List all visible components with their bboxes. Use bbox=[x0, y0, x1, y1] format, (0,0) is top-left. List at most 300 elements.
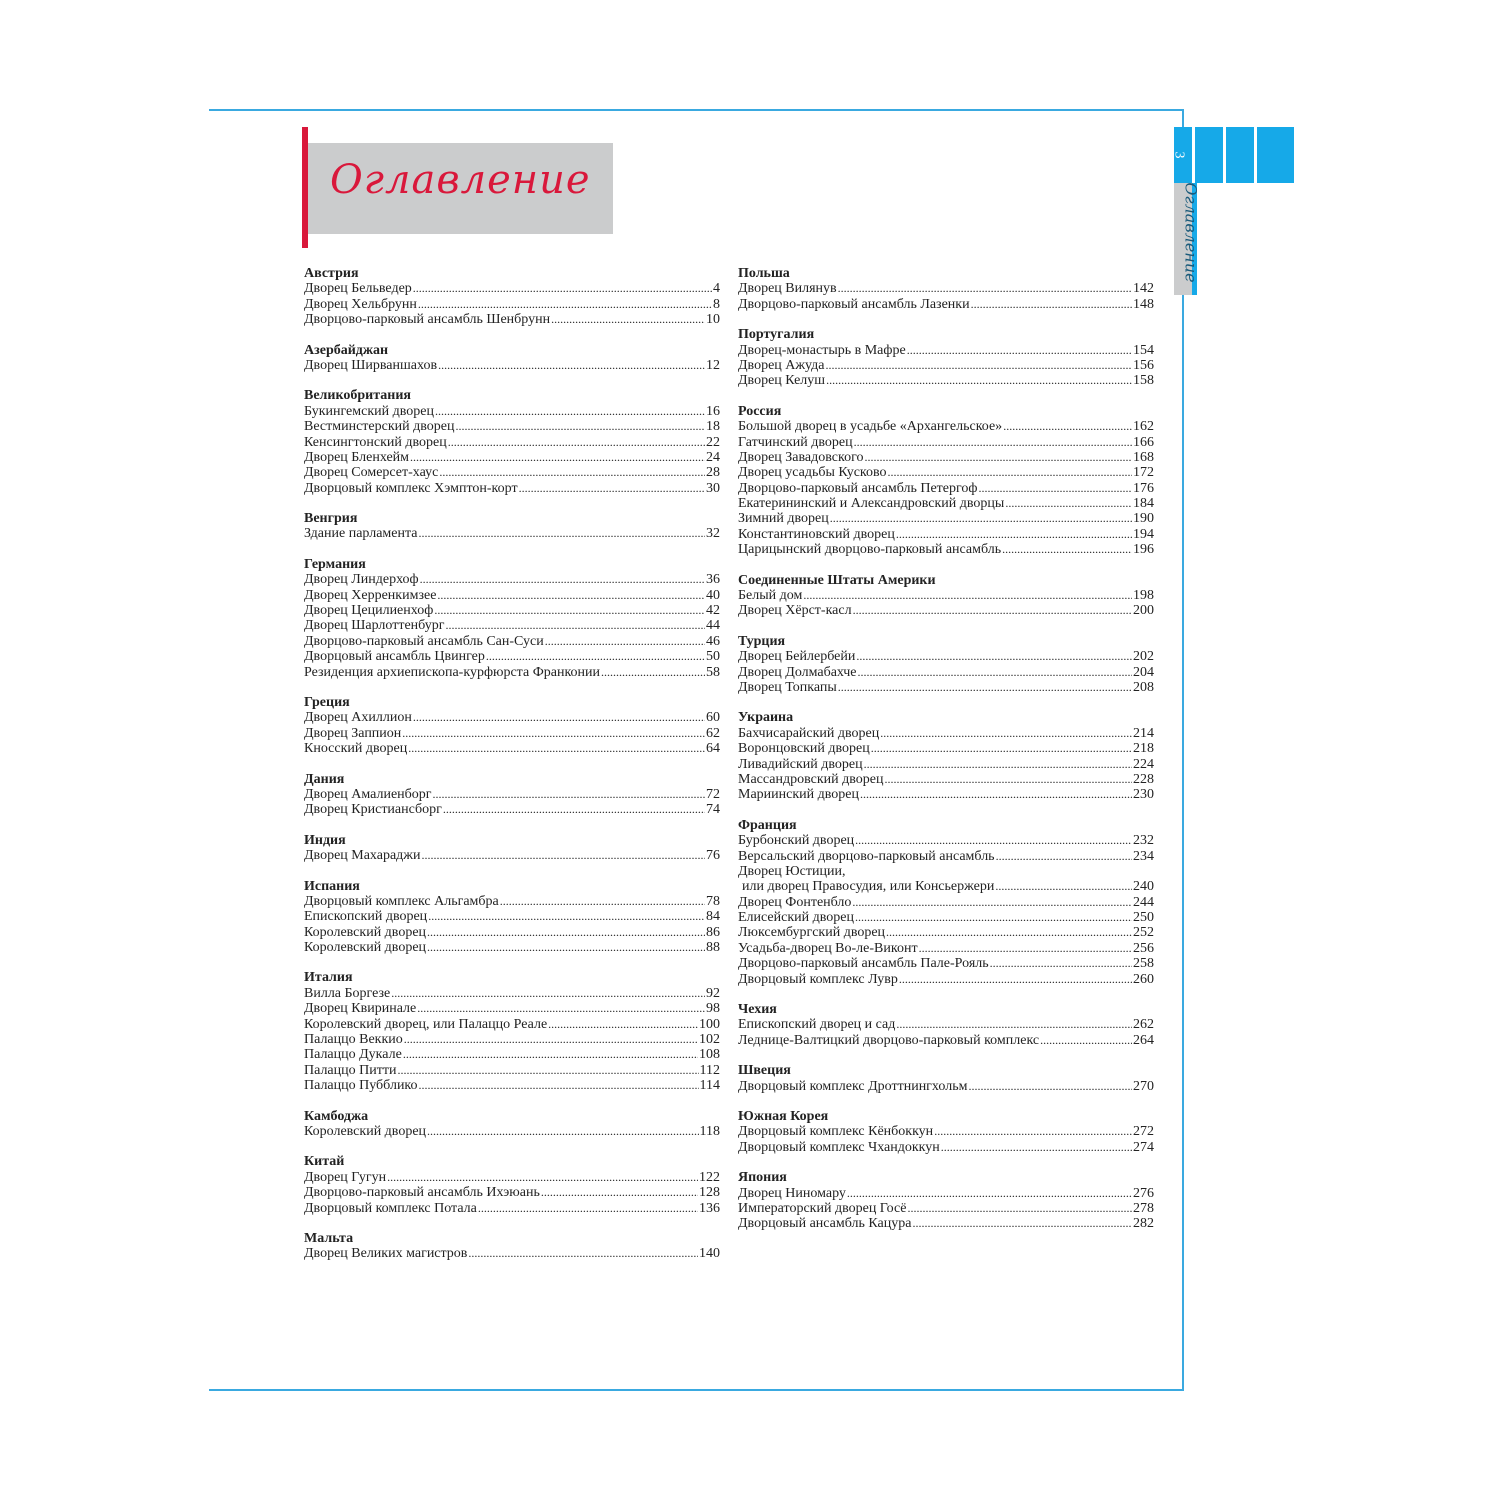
country-heading: Россия bbox=[738, 403, 782, 419]
toc-entry-name: Мариинский дворец bbox=[738, 787, 859, 803]
dot-leader bbox=[995, 879, 1132, 894]
toc-entry-name: Королевский дворец bbox=[304, 940, 427, 956]
toc-entry-name: Дворцовый ансамбль Цвингер bbox=[304, 649, 485, 665]
dot-leader bbox=[541, 1185, 698, 1200]
toc-entry-name: Королевский дворец bbox=[304, 1123, 427, 1139]
toc-entry-page: 4 bbox=[713, 281, 720, 297]
dot-leader bbox=[971, 297, 1132, 312]
side-label-strip bbox=[1174, 182, 1201, 295]
toc-entry-page: 204 bbox=[1133, 664, 1154, 680]
toc-section bbox=[304, 343, 720, 374]
toc-entry-name: Дворец Вилянув bbox=[738, 281, 837, 297]
dot-leader bbox=[446, 618, 706, 633]
chapter-tab bbox=[1195, 127, 1223, 183]
toc-section bbox=[304, 557, 720, 680]
toc-entry[interactable] bbox=[304, 710, 720, 725]
toc-entry[interactable] bbox=[304, 986, 720, 1001]
toc-entry-name: Дворцовый ансамбль Кацура bbox=[738, 1216, 912, 1232]
dot-leader bbox=[884, 772, 1132, 787]
dot-leader bbox=[907, 1201, 1132, 1216]
dot-leader bbox=[1040, 1033, 1132, 1048]
toc-entry-page: 158 bbox=[1133, 373, 1154, 389]
toc-entry[interactable] bbox=[738, 527, 1154, 542]
dot-leader bbox=[978, 481, 1132, 496]
toc-entry-page: 154 bbox=[1133, 342, 1154, 358]
dot-leader bbox=[427, 940, 705, 955]
toc-entry-page: 234 bbox=[1133, 848, 1154, 864]
toc-entry[interactable] bbox=[304, 726, 720, 741]
dot-leader bbox=[427, 925, 705, 940]
toc-entry-name: Дворец Линдерхоф bbox=[304, 572, 419, 588]
dot-leader bbox=[968, 1079, 1132, 1094]
dot-leader bbox=[912, 1216, 1132, 1231]
toc-column-right bbox=[738, 266, 1154, 1247]
toc-entry[interactable] bbox=[304, 435, 720, 450]
toc-entry-page: 260 bbox=[1133, 971, 1154, 987]
toc-entry[interactable] bbox=[738, 895, 1154, 910]
chapter-tab bbox=[1226, 127, 1254, 183]
toc-entry[interactable] bbox=[738, 373, 1154, 388]
toc-entry-page: 88 bbox=[706, 940, 720, 956]
toc-section bbox=[738, 634, 1154, 696]
dot-leader bbox=[408, 741, 705, 756]
toc-section bbox=[738, 818, 1154, 987]
toc-entry[interactable] bbox=[304, 297, 720, 312]
toc-entry[interactable] bbox=[304, 848, 720, 863]
toc-entry-page: 92 bbox=[706, 985, 720, 1001]
toc-entry-name: Дворцово-парковый ансамбль Петергоф bbox=[738, 480, 978, 496]
dot-leader bbox=[858, 665, 1133, 680]
toc-entry-page: 264 bbox=[1133, 1032, 1154, 1048]
toc-entry[interactable] bbox=[738, 925, 1154, 940]
toc-entry[interactable] bbox=[738, 588, 1154, 603]
toc-entry-name: Дворец Ажуда bbox=[738, 357, 825, 373]
dot-leader bbox=[410, 450, 705, 465]
toc-entry-name: Дворец Херренкимзее bbox=[304, 587, 437, 603]
toc-entry-name: Леднице-Валтицкий дворцово-парковый комплекс bbox=[738, 1032, 1040, 1048]
toc-entry-page: 72 bbox=[706, 786, 720, 802]
toc-entry-name: Дворцовый комплекс Альгамбра bbox=[304, 893, 499, 909]
toc-entry[interactable] bbox=[738, 787, 1154, 802]
toc-entry[interactable] bbox=[738, 465, 1154, 480]
toc-entry-page: 86 bbox=[706, 924, 720, 940]
toc-entry-page: 200 bbox=[1133, 603, 1154, 619]
toc-entry-name: Епископский дворец bbox=[304, 909, 428, 925]
toc-entry-name: Константиновский дворец bbox=[738, 526, 895, 542]
toc-entry[interactable] bbox=[738, 665, 1154, 680]
toc-entry-name: Дворцово-парковый ансамбль Шенбрунн bbox=[304, 312, 551, 328]
country-heading: Мальта bbox=[304, 1230, 354, 1246]
dot-leader bbox=[417, 1001, 705, 1016]
toc-entry[interactable] bbox=[738, 603, 1154, 618]
toc-entry-page: 214 bbox=[1133, 725, 1154, 741]
dot-leader bbox=[428, 909, 705, 924]
toc-section bbox=[738, 1002, 1154, 1048]
toc-entry[interactable] bbox=[738, 496, 1154, 511]
toc-entry-page: 172 bbox=[1133, 465, 1154, 481]
toc-entry-page: 176 bbox=[1133, 480, 1154, 496]
toc-entry[interactable] bbox=[738, 435, 1154, 450]
dot-leader bbox=[402, 726, 705, 741]
dot-leader bbox=[419, 526, 706, 541]
toc-entry-page: 256 bbox=[1133, 940, 1154, 956]
toc-entry[interactable] bbox=[738, 511, 1154, 526]
dot-leader bbox=[413, 281, 712, 296]
toc-entry[interactable] bbox=[304, 1124, 720, 1139]
toc-entry-page: 244 bbox=[1133, 894, 1154, 910]
toc-entry[interactable] bbox=[304, 1246, 720, 1261]
toc-entry-name: Дворцово-парковый ансамбль Лазенки bbox=[738, 296, 970, 312]
toc-entry-name: Дворец Гугун bbox=[304, 1169, 387, 1185]
toc-entry-page: 28 bbox=[706, 465, 720, 481]
dot-leader bbox=[852, 895, 1132, 910]
dot-leader bbox=[519, 481, 705, 496]
toc-entry-page: 194 bbox=[1133, 526, 1154, 542]
toc-entry-page: 44 bbox=[706, 618, 720, 634]
toc-entry-name: Дворцовый комплекс Кёнбоккун bbox=[738, 1124, 934, 1140]
toc-section bbox=[304, 1154, 720, 1216]
toc-entry-page: 136 bbox=[699, 1200, 720, 1216]
toc-entry-page: 240 bbox=[1133, 879, 1154, 895]
country-heading: Индия bbox=[304, 832, 346, 848]
toc-entry-name: Дворцовый комплекс Потала bbox=[304, 1200, 477, 1216]
toc-entry[interactable] bbox=[304, 909, 720, 924]
toc-entry-page: 162 bbox=[1133, 419, 1154, 435]
country-heading: Китай bbox=[304, 1154, 345, 1170]
toc-entry-page: 50 bbox=[706, 649, 720, 665]
dot-leader bbox=[990, 956, 1132, 971]
toc-entry-name: Букингемский дворец bbox=[304, 403, 434, 419]
toc-entry[interactable] bbox=[738, 542, 1154, 557]
toc-entry[interactable] bbox=[738, 649, 1154, 664]
dot-leader bbox=[404, 1032, 698, 1047]
dot-leader bbox=[896, 527, 1132, 542]
toc-entry-page: 270 bbox=[1133, 1078, 1154, 1094]
toc-entry[interactable] bbox=[738, 941, 1154, 956]
toc-entry-page: 140 bbox=[699, 1246, 720, 1262]
toc-entry-name: Дворец Келуш bbox=[738, 373, 826, 389]
toc-entry[interactable] bbox=[738, 1033, 1154, 1048]
toc-entry[interactable] bbox=[304, 603, 720, 618]
toc-entry-name: Палаццо Веккио bbox=[304, 1032, 403, 1048]
toc-entry[interactable] bbox=[738, 481, 1154, 496]
toc-entry[interactable] bbox=[738, 281, 1154, 296]
toc-entry[interactable] bbox=[304, 665, 720, 680]
toc-entry[interactable] bbox=[304, 572, 720, 587]
toc-entry-page: 168 bbox=[1133, 449, 1154, 465]
toc-entry-page: 274 bbox=[1133, 1139, 1154, 1155]
country-heading: Великобритания bbox=[304, 388, 411, 404]
toc-entry[interactable] bbox=[738, 772, 1154, 787]
toc-section bbox=[738, 710, 1154, 802]
dot-leader bbox=[448, 435, 705, 450]
toc-entry-name: Зимний дворец bbox=[738, 511, 829, 527]
dot-leader bbox=[427, 1124, 698, 1139]
country-heading: Испания bbox=[304, 878, 360, 894]
country-heading: Камбоджа bbox=[304, 1108, 369, 1124]
toc-entry-name: Дворцовый комплекс Хэмптон-корт bbox=[304, 480, 518, 496]
dot-leader bbox=[864, 757, 1132, 772]
toc-entry[interactable] bbox=[738, 343, 1154, 358]
dot-leader bbox=[826, 373, 1132, 388]
toc-entry[interactable] bbox=[304, 634, 720, 649]
toc-entry-name: Королевский дворец bbox=[304, 924, 427, 940]
toc-entry[interactable] bbox=[304, 1001, 720, 1016]
dot-leader bbox=[838, 680, 1132, 695]
toc-entry[interactable] bbox=[304, 802, 720, 817]
toc-entry[interactable] bbox=[304, 1170, 720, 1185]
toc-entry[interactable] bbox=[304, 281, 720, 296]
toc-entry-page: 8 bbox=[713, 296, 720, 312]
toc-entry-page: 22 bbox=[706, 434, 720, 450]
side-label: Оглавление bbox=[1181, 182, 1201, 283]
toc-entry-page: 262 bbox=[1133, 1017, 1154, 1033]
toc-entry[interactable] bbox=[304, 450, 720, 465]
toc-entry[interactable] bbox=[304, 925, 720, 940]
dot-leader bbox=[934, 1124, 1132, 1139]
toc-entry[interactable] bbox=[304, 741, 720, 756]
toc-entry[interactable] bbox=[738, 879, 1154, 894]
toc-entry-page: 250 bbox=[1133, 910, 1154, 926]
toc-entry[interactable] bbox=[738, 849, 1154, 864]
toc-section bbox=[738, 1109, 1154, 1155]
dot-leader bbox=[413, 710, 705, 725]
toc-entry[interactable] bbox=[304, 588, 720, 603]
toc-entry-page: 102 bbox=[699, 1032, 720, 1048]
toc-entry-page: 108 bbox=[699, 1047, 720, 1063]
toc-section bbox=[304, 833, 720, 864]
toc-entry[interactable] bbox=[738, 1124, 1154, 1139]
toc-entry-name: Ливадийский дворец bbox=[738, 756, 863, 772]
toc-entry[interactable] bbox=[738, 1140, 1154, 1155]
toc-entry-name: Дворец Ширваншахов bbox=[304, 357, 438, 373]
toc-entry[interactable] bbox=[304, 312, 720, 327]
toc-entry-name: Королевский дворец, или Палаццо Реале bbox=[304, 1016, 548, 1032]
toc-entry[interactable] bbox=[304, 481, 720, 496]
toc-entry-page: 78 bbox=[706, 893, 720, 909]
toc-entry-page: 166 bbox=[1133, 434, 1154, 450]
toc-entry[interactable] bbox=[304, 526, 720, 541]
toc-entry[interactable] bbox=[304, 1047, 720, 1062]
toc-entry-page: 282 bbox=[1133, 1216, 1154, 1232]
dot-leader bbox=[830, 511, 1132, 526]
toc-entry-name: Дворцовый комплекс Лувр bbox=[738, 971, 898, 987]
page-frame-top bbox=[209, 109, 1184, 111]
toc-entry-name: Дворец Долмабахче bbox=[738, 664, 857, 680]
dot-leader bbox=[865, 450, 1133, 465]
toc-entry[interactable] bbox=[738, 972, 1154, 987]
dot-leader bbox=[403, 1047, 698, 1062]
dot-leader bbox=[996, 849, 1132, 864]
toc-entry-name: Дворец-монастырь в Мафре bbox=[738, 342, 906, 358]
toc-entry[interactable] bbox=[304, 618, 720, 633]
toc-entry-page: 184 bbox=[1133, 496, 1154, 512]
toc-entry-name: Гатчинский дворец bbox=[738, 434, 853, 450]
dot-leader bbox=[1003, 419, 1132, 434]
toc-entry[interactable] bbox=[738, 450, 1154, 465]
toc-entry[interactable] bbox=[304, 465, 720, 480]
dot-leader bbox=[435, 404, 705, 419]
toc-entry-page: 148 bbox=[1133, 296, 1154, 312]
dot-leader bbox=[420, 572, 705, 587]
toc-entry[interactable] bbox=[738, 1079, 1154, 1094]
toc-entry-name: Дворец Сомерсет-хаус bbox=[304, 465, 439, 481]
country-heading: Япония bbox=[738, 1170, 787, 1186]
toc-entry[interactable] bbox=[304, 787, 720, 802]
toc-entry[interactable] bbox=[304, 894, 720, 909]
toc-entry-page: 16 bbox=[706, 403, 720, 419]
dot-leader bbox=[1005, 496, 1132, 511]
toc-entry-page: 76 bbox=[706, 848, 720, 864]
toc-entry[interactable] bbox=[738, 1201, 1154, 1216]
toc-entry-page: 32 bbox=[706, 526, 720, 542]
dot-leader bbox=[1002, 542, 1132, 557]
toc-entry[interactable] bbox=[738, 833, 1154, 848]
country-heading: Венгрия bbox=[304, 511, 358, 527]
chapter-tab-current bbox=[1171, 127, 1192, 183]
toc-entry-name: Кносский дворец bbox=[304, 741, 408, 757]
toc-section bbox=[304, 511, 720, 542]
toc-entry-name: Дворец Цецилиенхоф bbox=[304, 603, 434, 619]
toc-entry[interactable] bbox=[304, 649, 720, 664]
dot-leader bbox=[886, 925, 1132, 940]
country-heading: Италия bbox=[304, 970, 353, 986]
toc-entry-page: 24 bbox=[706, 449, 720, 465]
dot-leader bbox=[941, 1140, 1132, 1155]
country-heading: Турция bbox=[738, 633, 786, 649]
toc-entry-name: Дворцовый комплекс Чхандоккун bbox=[738, 1139, 940, 1155]
toc-entry-name: Дворец Фонтенбло bbox=[738, 894, 852, 910]
toc-entry[interactable] bbox=[738, 741, 1154, 756]
dot-leader bbox=[847, 1186, 1132, 1201]
country-heading: Франция bbox=[738, 817, 797, 833]
country-heading: Швеция bbox=[738, 1063, 791, 1079]
dot-leader bbox=[455, 419, 705, 434]
toc-entry-page: 190 bbox=[1133, 511, 1154, 527]
toc-entry-name: Версальский дворцово-парковый ансамбль bbox=[738, 848, 995, 864]
toc-entry[interactable] bbox=[304, 1078, 720, 1093]
toc-entry-page: 42 bbox=[706, 603, 720, 619]
toc-entry[interactable] bbox=[304, 1185, 720, 1200]
toc-section bbox=[304, 879, 720, 956]
dot-leader bbox=[888, 465, 1132, 480]
toc-entry[interactable] bbox=[738, 956, 1154, 971]
toc-entry[interactable] bbox=[304, 1201, 720, 1216]
country-heading: Германия bbox=[304, 556, 366, 572]
toc-entry-name: Екатерининский и Александровский дворцы bbox=[738, 496, 1005, 512]
toc-entry-name: Здание парламента bbox=[304, 526, 418, 542]
toc-entry[interactable] bbox=[304, 404, 720, 419]
toc-entry[interactable] bbox=[738, 757, 1154, 772]
dot-leader bbox=[919, 941, 1132, 956]
dot-leader bbox=[860, 787, 1132, 802]
toc-entry[interactable] bbox=[738, 358, 1154, 373]
toc-section bbox=[738, 573, 1154, 619]
toc-entry-name: Дворец Завадовского bbox=[738, 449, 864, 465]
dot-leader bbox=[468, 1246, 698, 1261]
dot-leader bbox=[397, 1063, 698, 1078]
toc-entry-page: 142 bbox=[1133, 281, 1154, 297]
toc-entry-name: Резиденция архиепископа-курфюрста Франконии bbox=[304, 664, 601, 680]
toc-entry[interactable] bbox=[738, 910, 1154, 925]
toc-entry-name: Дворец Ахиллион bbox=[304, 710, 412, 726]
toc-entry-page: 100 bbox=[699, 1016, 720, 1032]
toc-entry-page: 208 bbox=[1133, 679, 1154, 695]
dot-leader bbox=[548, 1017, 698, 1032]
dot-leader bbox=[856, 649, 1132, 664]
dot-leader bbox=[418, 297, 712, 312]
dot-leader bbox=[486, 649, 705, 664]
toc-entry-page: 218 bbox=[1133, 741, 1154, 757]
toc-entry-name: Палаццо Пубблико bbox=[304, 1078, 418, 1094]
dot-leader bbox=[391, 986, 705, 1001]
toc-entry[interactable] bbox=[304, 419, 720, 434]
toc-entry-page: 74 bbox=[706, 802, 720, 818]
toc-entry-page: 84 bbox=[706, 909, 720, 925]
country-heading: Дания bbox=[304, 771, 345, 787]
toc-section bbox=[304, 695, 720, 757]
toc-entry-name: Епископский дворец и сад bbox=[738, 1017, 896, 1033]
toc-entry-name: Бурбонский дворец bbox=[738, 833, 855, 849]
toc-entry[interactable] bbox=[304, 940, 720, 955]
toc-entry-page: 258 bbox=[1133, 956, 1154, 972]
dot-leader bbox=[871, 741, 1132, 756]
toc-section bbox=[304, 1109, 720, 1140]
toc-entry[interactable] bbox=[738, 1186, 1154, 1201]
dot-leader bbox=[478, 1201, 698, 1216]
toc-entry-page: 224 bbox=[1133, 756, 1154, 772]
toc-entry-name: Дворец Амалиенборг bbox=[304, 786, 432, 802]
toc-entry-name: Дворец Великих магистров bbox=[304, 1246, 468, 1262]
toc-entry[interactable] bbox=[304, 358, 720, 373]
toc-entry[interactable] bbox=[304, 1017, 720, 1032]
dot-leader bbox=[601, 665, 705, 680]
dot-leader bbox=[853, 603, 1132, 618]
toc-entry-page: 114 bbox=[699, 1078, 720, 1094]
toc-entry[interactable] bbox=[738, 680, 1154, 695]
toc-section bbox=[738, 1063, 1154, 1094]
dot-leader bbox=[419, 1078, 699, 1093]
dot-leader bbox=[438, 358, 705, 373]
toc-entry-name: Дворец Кристиансборг bbox=[304, 802, 442, 818]
page-number: 3 bbox=[1171, 151, 1187, 159]
toc-entry-name: Вестминстерский дворец bbox=[304, 419, 455, 435]
toc-entry[interactable] bbox=[738, 1017, 1154, 1032]
toc-entry[interactable] bbox=[738, 1216, 1154, 1231]
dot-leader bbox=[855, 833, 1132, 848]
dot-leader bbox=[433, 787, 705, 802]
country-heading: Украина bbox=[738, 710, 794, 726]
toc-entry[interactable] bbox=[738, 419, 1154, 434]
dot-leader bbox=[880, 726, 1132, 741]
toc-entry[interactable] bbox=[738, 297, 1154, 312]
dot-leader bbox=[899, 972, 1132, 987]
toc-entry-page: 122 bbox=[699, 1169, 720, 1185]
toc-entry-page: 156 bbox=[1133, 357, 1154, 373]
toc-entry[interactable] bbox=[304, 1063, 720, 1078]
toc-section bbox=[738, 1170, 1154, 1232]
dot-leader bbox=[838, 281, 1132, 296]
dot-leader bbox=[387, 1170, 698, 1185]
toc-entry-name: Палаццо Питти bbox=[304, 1062, 397, 1078]
toc-section bbox=[304, 266, 720, 328]
toc-entry-page: 202 bbox=[1133, 649, 1154, 665]
toc-entry-name: Дворец Хельбрунн bbox=[304, 296, 417, 312]
toc-entry[interactable] bbox=[738, 726, 1154, 741]
dot-leader bbox=[439, 465, 705, 480]
toc-entry-page: 98 bbox=[706, 1001, 720, 1017]
toc-entry[interactable] bbox=[304, 1032, 720, 1047]
